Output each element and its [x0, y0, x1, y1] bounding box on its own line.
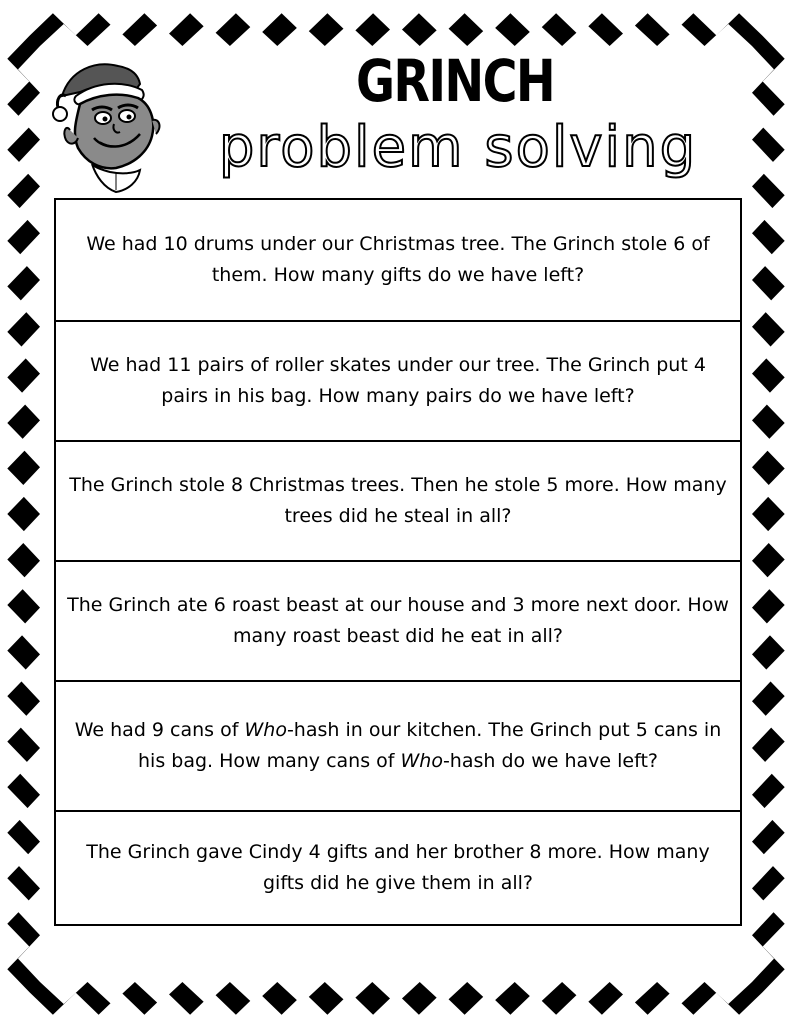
problem-text: [66, 470, 730, 532]
problem-text-italic: Who: [244, 719, 287, 741]
problem-text-part: -hash do we have left?: [442, 750, 658, 772]
page-title: GRINCH: [355, 47, 555, 115]
problem-table: [54, 198, 742, 926]
problem-text-part: The Grinch ate 6 roast beast at our house and 3 more next door. How many roast beast did he eat in all?: [67, 594, 729, 647]
problem-text-part: We had 10 drums under our Christmas tree. The Grinch stole 6 of them. How many gifts do we have left?: [86, 233, 710, 286]
problem-text: [66, 837, 730, 899]
problem-text-part: The Grinch gave Cindy 4 gifts and her brother 8 more. How many gifts did he give them in all?: [86, 841, 710, 894]
problem-row: [56, 322, 740, 442]
problem-text: [66, 590, 730, 652]
problem-text-part: The Grinch stole 8 Christmas trees. Then he stole 5 more. How many trees did he steal in all?: [69, 474, 727, 527]
problem-row: [56, 682, 740, 812]
problem-row: [56, 442, 740, 562]
problem-text-italic: Who: [400, 750, 443, 772]
problem-text: [66, 715, 730, 777]
problem-text: [66, 229, 730, 291]
problem-row: [56, 200, 740, 322]
page-subtitle: problem solving: [218, 115, 698, 180]
problem-row: [56, 562, 740, 682]
problem-text-part: -hash in our kitchen. The Grinch put 5 cans in his bag. How many cans of: [138, 719, 722, 772]
problem-row: [56, 812, 740, 924]
problem-text: [66, 350, 730, 412]
problem-text-part: We had 11 pairs of roller skates under our tree. The Grinch put 4 pairs in his bag. How many pairs do we have left?: [90, 354, 706, 407]
problem-text-part: We had 9 cans of: [74, 719, 245, 741]
